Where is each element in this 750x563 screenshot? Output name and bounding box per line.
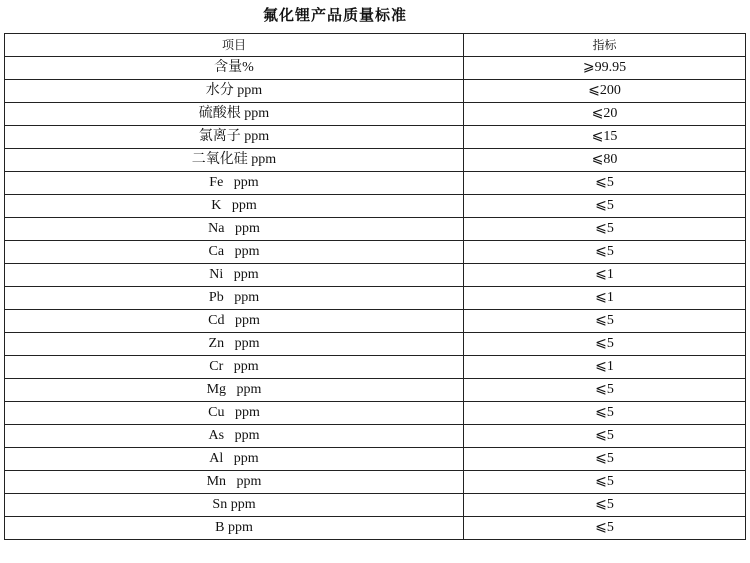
quality-standard-table bbox=[4, 33, 746, 540]
spec-cell: ⩽5 bbox=[464, 494, 746, 517]
item-cell: Ni ppm bbox=[5, 264, 464, 287]
spec-cell: ⩽5 bbox=[464, 195, 746, 218]
item-cell: Ca ppm bbox=[5, 241, 464, 264]
spec-cell: ⩽200 bbox=[464, 80, 746, 103]
table-row bbox=[5, 333, 746, 356]
item-cell: Zn ppm bbox=[5, 333, 464, 356]
item-cell: 二氧化硅 ppm bbox=[5, 149, 464, 172]
spec-cell: ⩽5 bbox=[464, 333, 746, 356]
spec-cell: ⩽15 bbox=[464, 126, 746, 149]
spec-cell: ⩽80 bbox=[464, 149, 746, 172]
table-row bbox=[5, 57, 746, 80]
table-row bbox=[5, 218, 746, 241]
table-row bbox=[5, 310, 746, 333]
spec-cell: ⩽5 bbox=[464, 310, 746, 333]
table-row bbox=[5, 379, 746, 402]
header-item: 项目 bbox=[5, 34, 464, 57]
item-cell: 氯离子 ppm bbox=[5, 126, 464, 149]
spec-cell: ⩽1 bbox=[464, 287, 746, 310]
spec-cell: ⩽20 bbox=[464, 103, 746, 126]
spec-cell: ⩽5 bbox=[464, 218, 746, 241]
item-cell: Cr ppm bbox=[5, 356, 464, 379]
table-header-row bbox=[5, 34, 746, 57]
table-row bbox=[5, 149, 746, 172]
table-row bbox=[5, 287, 746, 310]
table-row bbox=[5, 494, 746, 517]
table-row bbox=[5, 264, 746, 287]
spec-cell: ⩽5 bbox=[464, 402, 746, 425]
item-cell: Al ppm bbox=[5, 448, 464, 471]
table-row bbox=[5, 172, 746, 195]
spec-cell: ⩾99.95 bbox=[464, 57, 746, 80]
spec-cell: ⩽5 bbox=[464, 448, 746, 471]
item-cell: Cu ppm bbox=[5, 402, 464, 425]
spec-cell: ⩽5 bbox=[464, 425, 746, 448]
item-cell: 水分 ppm bbox=[5, 80, 464, 103]
item-cell: 硫酸根 ppm bbox=[5, 103, 464, 126]
spec-cell: ⩽1 bbox=[464, 264, 746, 287]
item-cell: Mg ppm bbox=[5, 379, 464, 402]
table-row bbox=[5, 126, 746, 149]
table-row bbox=[5, 448, 746, 471]
header-spec: 指标 bbox=[464, 34, 746, 57]
item-cell: 含量% bbox=[5, 57, 464, 80]
spec-cell: ⩽5 bbox=[464, 172, 746, 195]
spec-cell: ⩽5 bbox=[464, 471, 746, 494]
table-row bbox=[5, 195, 746, 218]
spec-cell: ⩽1 bbox=[464, 356, 746, 379]
spec-cell: ⩽5 bbox=[464, 517, 746, 540]
item-cell: K ppm bbox=[5, 195, 464, 218]
spec-cell: ⩽5 bbox=[464, 241, 746, 264]
table-row bbox=[5, 80, 746, 103]
table-row bbox=[5, 425, 746, 448]
item-cell: Na ppm bbox=[5, 218, 464, 241]
item-cell: As ppm bbox=[5, 425, 464, 448]
item-cell: B ppm bbox=[5, 517, 464, 540]
item-cell: Mn ppm bbox=[5, 471, 464, 494]
item-cell: Pb ppm bbox=[5, 287, 464, 310]
item-cell: Fe ppm bbox=[5, 172, 464, 195]
table-row bbox=[5, 517, 746, 540]
table-row bbox=[5, 241, 746, 264]
item-cell: Sn ppm bbox=[5, 494, 464, 517]
document-title: 氟化锂产品质量标准 bbox=[262, 6, 407, 24]
table-row bbox=[5, 471, 746, 494]
table-body bbox=[5, 57, 746, 540]
table-row bbox=[5, 402, 746, 425]
spec-cell: ⩽5 bbox=[464, 379, 746, 402]
item-cell: Cd ppm bbox=[5, 310, 464, 333]
table-row bbox=[5, 103, 746, 126]
table-row bbox=[5, 356, 746, 379]
